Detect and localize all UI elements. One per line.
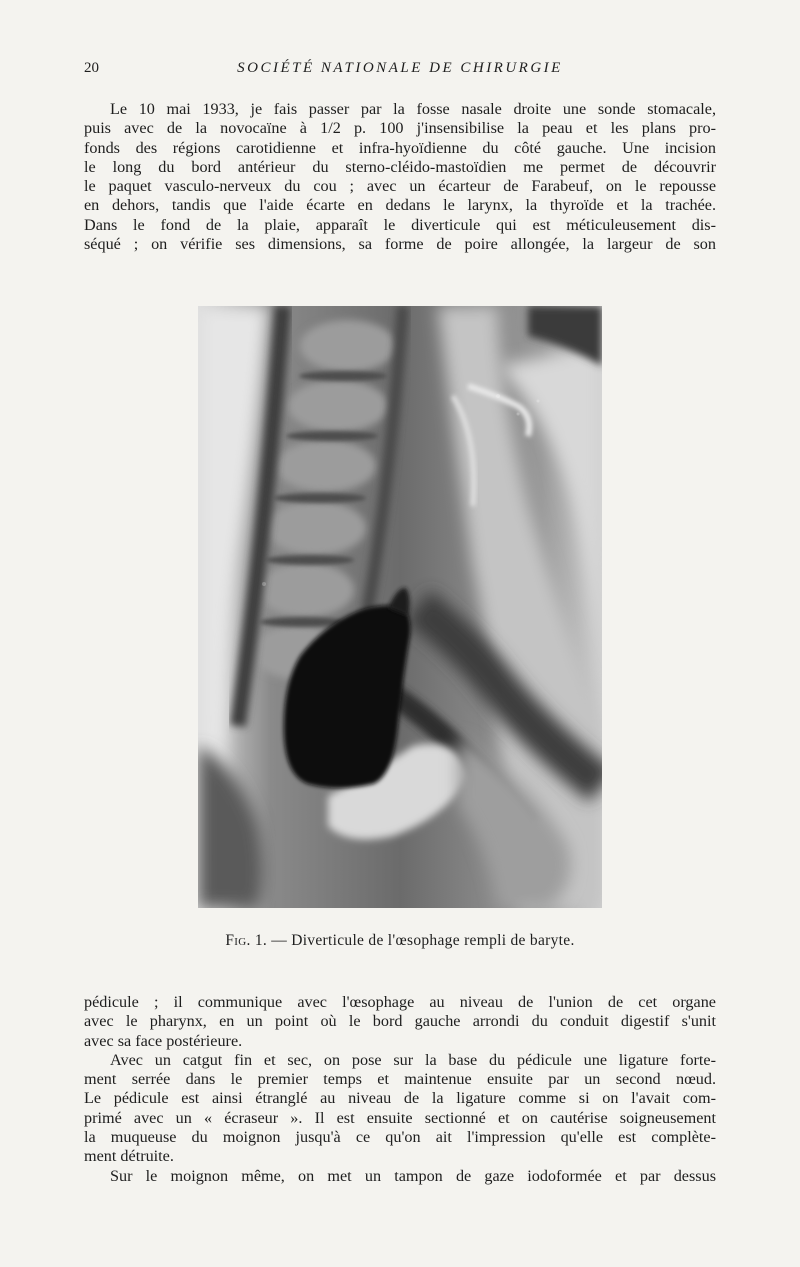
text-line: en dehors, tandis que l'aide écarte en dedans le larynx, la thyroïde et la trachée. bbox=[84, 196, 716, 215]
page-number: 20 bbox=[84, 60, 99, 76]
text-line: la muqueuse du moignon jusqu'à ce qu'on ait l'impression qu'elle est complète- bbox=[84, 1128, 716, 1147]
text-line: ment serrée dans le premier temps et maintenue ensuite par un second nœud. bbox=[84, 1070, 716, 1089]
journal-title: SOCIÉTÉ NATIONALE DE CHIRURGIE bbox=[237, 60, 563, 76]
paragraph-bottom bbox=[84, 993, 716, 1186]
text-line: Sur le moignon même, on met un tampon de gaze iodoformée et par dessus bbox=[110, 1166, 716, 1185]
running-head bbox=[84, 60, 716, 82]
text-line: avec sa face postérieure. bbox=[84, 1031, 243, 1050]
text-line: Avec un catgut fin et sec, on pose sur la base du pédicule une ligature forte- bbox=[110, 1050, 716, 1069]
text-line: puis avec de la novocaïne à 1/2 p. 100 j'insensibilise la peau et les plans pro- bbox=[84, 119, 716, 138]
text-line: Dans le fond de la plaie, apparaît le diverticule qui est méticuleusement dis- bbox=[84, 215, 716, 234]
text-line: avec le pharynx, en un point où le bord gauche arrondi du conduit digestif s'unit bbox=[84, 1012, 716, 1031]
paragraph-top bbox=[84, 100, 716, 254]
text-line: ment détruite. bbox=[84, 1147, 174, 1166]
radiograph-image bbox=[198, 306, 602, 908]
figure-caption bbox=[84, 932, 716, 950]
text-line: le paquet vasculo-nerveux du cou ; avec un écarteur de Farabeuf, on le repousse bbox=[84, 177, 716, 196]
radiograph-figure bbox=[198, 306, 602, 908]
text-line: Le 10 mai 1933, je fais passer par la fosse nasale droite une sonde stomacale, bbox=[110, 100, 716, 118]
text-line: Le pédicule est ainsi étranglé au niveau de la ligature comme si on l'avait com- bbox=[84, 1089, 716, 1108]
figure-caption-text: — Diverticule de l'œsophage rempli de baryte. bbox=[267, 932, 575, 949]
text-line: séqué ; on vérifie ses dimensions, sa forme de poire allongée, la largeur de son bbox=[84, 235, 716, 254]
text-line: fonds des régions carotidienne et infra-hyoïdienne du côté gauche. Une incision bbox=[84, 138, 716, 157]
text-line: le long du bord antérieur du sterno-cléido-mastoïdien me permet de découvrir bbox=[84, 157, 716, 176]
figure-label: Fig. 1. bbox=[225, 932, 268, 949]
text-line: primé avec un « écraseur ». Il est ensuite sectionné et on cautérise soigneusement bbox=[84, 1108, 716, 1127]
text-line: pédicule ; il communique avec l'œsophage au niveau de l'union de cet organe bbox=[84, 993, 716, 1011]
